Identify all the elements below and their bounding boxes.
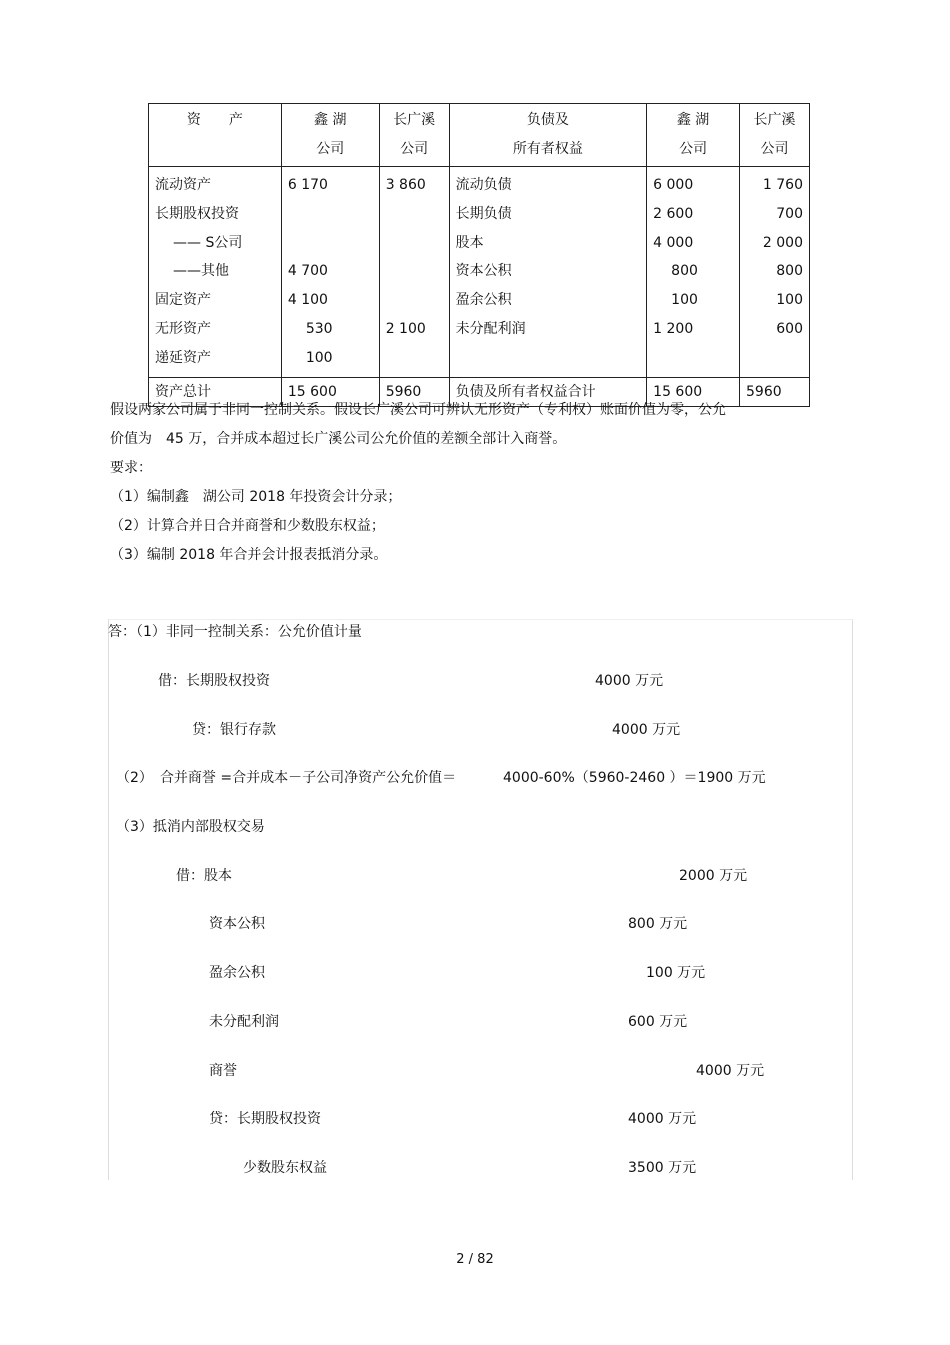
value-cell: [288, 229, 373, 258]
value-cell: 1 200: [653, 320, 694, 337]
elim-row-amount: 800 万元: [628, 916, 688, 932]
value-cell: 100: [305, 349, 333, 366]
total-liab-xinhu: 15 600: [647, 377, 740, 406]
table-body-row: [149, 167, 810, 378]
elim-row-amount: 600 万元: [628, 1014, 688, 1030]
asset-item: 无形资产: [155, 320, 211, 337]
header-liabilities: 负债及 所有者权益: [449, 104, 647, 167]
value-cell: 6 000: [653, 177, 694, 193]
balance-sheet-table: [148, 103, 810, 407]
liability-item: 长期负债: [455, 205, 512, 222]
elim-row-amount: 3500 万元: [628, 1160, 697, 1176]
header-assets: 资 产: [149, 104, 282, 167]
answer-box: [108, 619, 853, 1180]
requirement-3: （3）编制 2018 年合并会计报表抵消分录。: [110, 547, 388, 563]
elim-row-label: 盈余公积: [209, 965, 265, 981]
value-cell: 530: [305, 320, 333, 337]
elim-row-label: 未分配利润: [209, 1014, 279, 1030]
value-cell: 1 760: [762, 177, 803, 193]
page-number: 2 / 82: [456, 1252, 494, 1267]
liability-item: 盈余公积: [455, 292, 512, 309]
elim-row-label: 商誉: [209, 1063, 237, 1079]
question-line-2: 价值为 45 万，合并成本超过长广溪公司公允价值的差额全部计入商誉。: [110, 431, 567, 447]
xinhu-assets-column: [281, 167, 379, 378]
requirement-1: （1）编制鑫 湖公司 2018 年投资会计分录；: [110, 489, 402, 505]
elim-row-amount: 4000 万元: [696, 1063, 765, 1079]
value-cell: [288, 200, 373, 229]
asset-item: 长期股权投资: [155, 205, 239, 222]
total-assets-cgx: 5960: [379, 377, 449, 406]
requirement-2: （2）计算合并日合并商誉和少数股东权益；: [110, 518, 385, 534]
elim-row-label: 贷：长期股权投资: [209, 1111, 321, 1127]
elim-row-amount: 4000 万元: [628, 1111, 697, 1127]
elim-row-label: 资本公积: [209, 916, 265, 932]
asset-item: ——其他: [173, 263, 229, 280]
header-cgx-assets: 长广溪 公司: [379, 104, 449, 167]
liability-item: 资本公积: [455, 263, 512, 280]
value-cell: 800: [776, 263, 803, 280]
asset-item: 固定资产: [155, 292, 211, 309]
value-cell: 6 170: [287, 177, 328, 193]
value-cell: [386, 229, 443, 258]
value-cell: 4 700: [287, 263, 328, 280]
total-assets-xinhu: 15 600: [281, 377, 379, 406]
value-cell: 100: [776, 292, 803, 309]
value-cell: [386, 286, 443, 315]
entry-debit-label: 借：长期股权投资: [158, 673, 270, 689]
value-cell: [386, 257, 443, 286]
cgx-liab-column: [740, 167, 810, 378]
xinhu-liab-column: [647, 167, 740, 378]
liability-item: 股本: [455, 234, 484, 251]
value-cell: 2 100: [385, 320, 426, 337]
value-cell: 3 860: [385, 177, 426, 193]
asset-item: 流动资产: [155, 177, 211, 193]
liabilities-column: [449, 167, 647, 378]
elim-row-amount: 2000 万元: [679, 868, 748, 884]
value-cell: 2 600: [653, 205, 694, 222]
value-cell: 4 100: [287, 292, 328, 309]
value-cell: 2 000: [762, 234, 803, 251]
value-cell: 600: [776, 320, 803, 337]
cgx-assets-column: [379, 167, 449, 378]
assets-column: [149, 167, 282, 378]
header-xinhu-assets: 鑫 湖 公司: [281, 104, 379, 167]
value-cell: 700: [776, 205, 803, 222]
elim-row-amount: 100 万元: [646, 965, 706, 981]
answer-intro: 答：（1）非同一控制关系：公允价值计量: [108, 624, 362, 640]
asset-item: —— S公司: [173, 234, 243, 251]
elim-row-label: 借：股本: [176, 868, 232, 884]
total-liab-label: 负债及所有者权益合计: [449, 377, 647, 406]
question-line-1: 假设两家公司属于非同一控制关系。假设长广溪公司可辨认无形资产（专利权）账面价值为零，公允: [110, 402, 726, 418]
total-liab-cgx: 5960: [740, 377, 810, 406]
value-cell: [386, 344, 443, 373]
entry-credit-label: 贷：银行存款: [192, 722, 276, 738]
elim-row-label: 少数股东权益: [243, 1160, 327, 1176]
header-cgx-liab: 长广溪 公司: [740, 104, 810, 167]
entry-debit-amount: 4000 万元: [595, 673, 664, 689]
table-header-row: [149, 104, 810, 167]
total-assets-label: 资产总计: [149, 377, 282, 406]
goodwill-label: （2） 合并商誉 =合并成本－子公司净资产公允价值＝: [116, 770, 457, 786]
asset-item: 递延资产: [155, 349, 211, 366]
requirements-title: 要求：: [110, 460, 152, 476]
value-cell: 800: [671, 263, 698, 280]
entry-credit-amount: 4000 万元: [612, 722, 681, 738]
goodwill-formula: 4000-60%（5960-2460 ）＝1900 万元: [503, 770, 766, 786]
header-xinhu-liab: 鑫 湖 公司: [647, 104, 740, 167]
liability-item: 未分配利润: [455, 320, 526, 337]
value-cell: 4 000: [653, 234, 694, 251]
liability-item: 流动负债: [455, 177, 512, 193]
value-cell: [386, 200, 443, 229]
value-cell: 100: [671, 292, 698, 309]
elimination-title: （3）抵消内部股权交易: [116, 819, 265, 835]
